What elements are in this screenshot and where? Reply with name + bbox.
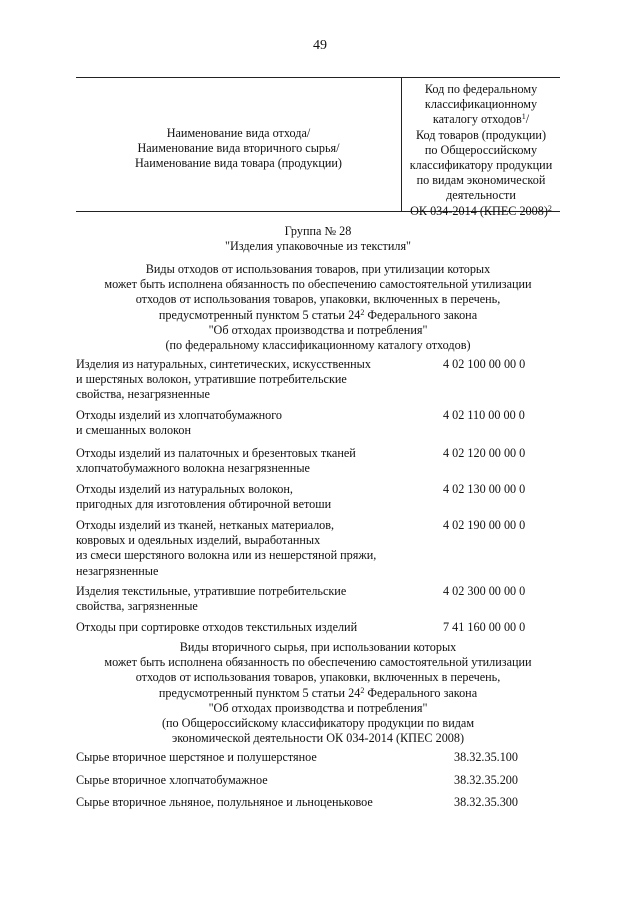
waste-item-name: Изделия из натуральных, синтетических, искусственных и шерстяных волокон, утратившие потребительские свойства, незагрязненные (76, 357, 371, 402)
header-right-cell (402, 82, 560, 219)
waste-item-name: Отходы изделий из палаточных и брезентовых тканей хлопчатобумажного волокна незагрязненные (76, 446, 356, 476)
page-number: 49 (313, 38, 327, 53)
waste-item-name: Отходы изделий из хлопчатобумажного и смешанных волокон (76, 408, 283, 438)
header-left-line: Наименование вида вторичного сырья/ (137, 141, 340, 156)
section2-line: предусмотренный пунктом 5 статьи $24^2$ Федерального закона (158, 685, 478, 700)
header-right-line: Код товаров (продукции) (415, 127, 547, 142)
group-number: Группа № 28 (284, 224, 352, 238)
footnote-mark: 2 (360, 307, 365, 317)
header-left-line: Наименование вида отхода/ (166, 126, 311, 140)
waste-item-code: 4 02 110 00 00 0 (443, 408, 525, 422)
section2-line: "Об отходах производства и потребления" (208, 700, 428, 715)
section2-line: может быть исполнена обязанность по обеспечению самостоятельной утилизации (104, 655, 532, 670)
waste-item-name: Отходы при сортировке отходов текстильных изделий (76, 620, 358, 634)
header-right-line: по Общероссийскому (424, 142, 538, 157)
section2-line: отходов от использования товаров, упаковки, включенных в перечень, (135, 670, 501, 685)
section1-line: может быть исполнена обязанность по обеспечению самостоятельной утилизации (104, 277, 532, 292)
header-right-line: ОК 034-2014 (КПЕС 2008)$^2$ (410, 203, 552, 218)
header-right-line: Код по федеральному (424, 82, 538, 96)
header-right-line: классификатору продукции (409, 158, 553, 173)
section2-line: (по Общероссийскому классификатору продукции по видам (161, 716, 475, 731)
section1-line: предусмотренный пунктом 5 статьи $24^2$ Федерального закона (158, 307, 478, 322)
section1-line: Виды отходов от использования товаров, при утилизации которых (145, 262, 491, 276)
group-title: "Изделия упаковочные из текстиля" (224, 239, 412, 254)
secondary-raw-item-name: Сырье вторичное шерстяное и полушерстяное (76, 750, 317, 764)
group-heading (76, 224, 560, 254)
section2-line: Виды вторичного сырья, при использовании которых (179, 640, 457, 654)
header-right-line: классификационному (424, 97, 538, 112)
section1-heading (76, 262, 560, 353)
secondary-raw-item-code: 38.32.35.200 (454, 773, 518, 787)
header-right-line: каталогу отходов$^1$/ (432, 112, 530, 127)
section2-line: экономической деятельности ОК 034-2014 (КПЕС 2008) (171, 731, 465, 746)
waste-item-code: 4 02 120 00 00 0 (443, 446, 526, 460)
waste-item-code: 7 41 160 00 00 0 (443, 620, 526, 634)
waste-item-code: 4 02 300 00 00 0 (443, 584, 526, 598)
footnote-mark: 1 (521, 112, 526, 122)
waste-item-code: 4 02 130 00 00 0 (443, 482, 526, 496)
secondary-raw-item-name: Сырье вторичное хлопчатобумажное (76, 773, 268, 787)
footnote-mark: 2 (360, 685, 365, 695)
header-left-line: Наименование вида товара (продукции) (135, 156, 342, 171)
waste-item-name: Отходы изделий из натуральных волокон, пригодных для изготовления обтирочной ветоши (76, 482, 332, 512)
section1-line: (по федеральному классификационному каталогу отходов) (165, 338, 471, 353)
waste-item-name: Отходы изделий из тканей, нетканых материалов, ковровых и одеяльных изделий, выработанных из смеси шерстяного волокна или из нешерстяной пряжи, незагрязненные (76, 518, 377, 578)
secondary-raw-item-name: Сырье вторичное льняное, полульняное и льноценьковое (76, 795, 373, 809)
header-right-line: по видам экономической (416, 173, 546, 188)
section2-heading (76, 640, 560, 746)
header-left-cell (76, 126, 401, 172)
secondary-raw-item-code: 38.32.35.300 (454, 795, 518, 809)
secondary-raw-item-code: 38.32.35.100 (454, 750, 518, 764)
waste-item-name: Изделия текстильные, утратившие потребительские свойства, загрязненные (76, 584, 347, 614)
footnote-mark: 2 (547, 203, 552, 213)
section1-line: отходов от использования товаров, упаковки, включенных в перечень, (135, 292, 501, 307)
waste-item-code: 4 02 100 00 00 0 (443, 357, 526, 371)
section1-line: "Об отходах производства и потребления" (208, 322, 428, 337)
header-right-line: деятельности (446, 188, 516, 203)
table-top-rule (76, 77, 560, 78)
waste-item-code: 4 02 190 00 00 0 (443, 518, 526, 532)
